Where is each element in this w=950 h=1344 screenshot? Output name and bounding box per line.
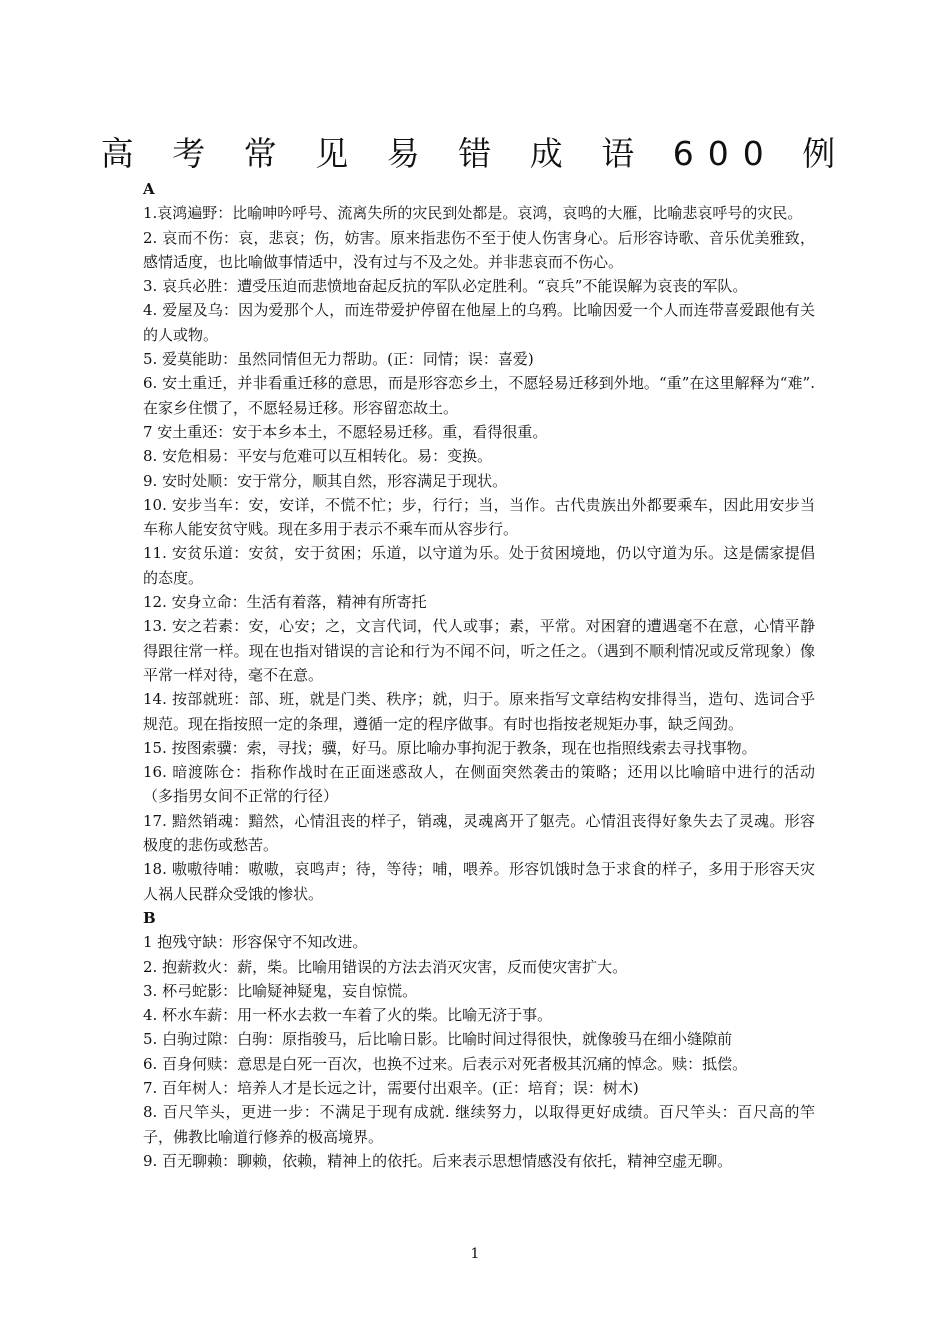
entry: 9. 百无聊赖：聊赖，依赖，精神上的依托。后来表示思想情感没有依托，精神空虚无聊。 [143,1151,733,1170]
entry: 6. 百身何赎：意思是白死一百次，也换不过来。后表示对死者极其沉痛的悼念。赎：抵偿。 [143,1054,748,1073]
entry: 5. 爱莫能助：虽然同情但无力帮助。(正：同情；误：喜爱) [143,350,534,369]
entry: 2. 哀而不伤：哀，悲哀；伤，妨害。原来指悲伤不至于使人伤害身心。后形容诗歌、音乐优美雅致，感情适度，也比喻做事情适中，没有过与不及之处。并非悲哀而不伤心。 [143,228,815,271]
entry: 1.哀鸿遍野：比喻呻吟呼号、流离失所的灾民到处都是。哀鸿，哀鸣的大雁，比喻悲哀呼号的灾民。 [143,204,803,223]
page-number: 1 [470,1246,480,1262]
entry: 17. 黯然销魂：黯然，心情沮丧的样子，销魂，灵魂离开了躯壳。心情沮丧得好象失去了灵魂。形容极度的悲伤或愁苦。 [143,811,815,855]
entry: 1 抱残守缺：形容保守不知改进。 [143,933,368,952]
entry: 7 安土重还：安于本乡本土，不愿轻易迁移。重，看得很重。 [143,422,548,441]
entry: 9. 安时处顺：安于常分，顺其自然，形容满足于现状。 [143,471,508,490]
page-title: 高 考 常 见 易 错 成 语 600 例 [100,134,850,173]
entry: 16. 暗渡陈仓：指称作战时在正面迷惑敌人，在侧面突然袭击的策略；还用以比喻暗中进行的活动（多指男女间不正常的行径） [143,763,815,806]
entry: 10. 安步当车：安，安详，不慌不忙；步，行行；当，当作。古代贵族出外都要乘车，因此用安步当车称人能安贫守贱。现在多用于表示不乘车而从容步行。 [143,495,815,539]
document-body [143,177,815,1173]
entry: 4. 爱屋及乌：因为爱那个人，而连带爱护停留在他屋上的乌鸦。比喻因爱一个人而连带喜爱跟他有关的人或物。 [143,301,815,344]
entry: 12. 安身立命：生活有着落，精神有所寄托 [143,593,427,612]
entry: 3. 杯弓蛇影：比喻疑神疑鬼，妄自惊慌。 [143,981,418,1000]
entry: 6. 安土重迁，并非看重迁移的意思，而是形容恋乡土，不愿轻易迁移到外地。“重”在这里解释为“难”. 在家乡住惯了，不愿轻易迁移。形容留恋故土。 [143,374,815,417]
entry: 15. 按图索骥：索，寻找；骥，好马。原比喻办事拘泥于教条，现在也指照线索去寻找事物。 [143,738,757,757]
entry: 3. 哀兵必胜：遭受压迫而悲愤地奋起反抗的军队必定胜利。“哀兵”不能误解为哀丧的军队。 [143,277,748,296]
section-heading-b: B [143,908,156,927]
entry: 2. 抱薪救火：薪，柴。比喻用错误的方法去消灭灾害，反而使灾害扩大。 [143,957,628,976]
entry: 14. 按部就班：部、班，就是门类、秩序；就，归于。原来指写文章结构安排得当，造句、选词合乎规范。现在指按照一定的条理，遵循一定的程序做事。有时也指按老规矩办事，缺乏闯劲。 [143,690,815,733]
entry: 18. 嗷嗷待哺：嗷嗷，哀鸣声；待，等待；哺，喂养。形容饥饿时急于求食的样子，多用于形容天灾人祸人民群众受饿的惨状。 [143,860,815,903]
entry: 7. 百年树人：培养人才是长远之计，需要付出艰辛。(正：培育；误：树木) [143,1078,639,1097]
entry: 13. 安之若素：安，心安；之，文言代词，代人或事；素，平常。对困窘的遭遇毫不在意，心情平静得跟往常一样。现在也指对错误的言论和行为不闻不问，听之任之。（遇到不顺利情况或反常现象）像平常一样对待，毫不在意。 [143,617,815,684]
entry: 11. 安贫乐道：安贫，安于贫困；乐道，以守道为乐。处于贫困境地，仍以守道为乐。这是儒家提倡的态度。 [143,544,815,587]
entry: 4. 杯水车薪：用一杯水去救一车着了火的柴。比喻无济于事。 [143,1006,553,1025]
entry: 8. 安危相易：平安与危难可以互相转化。易：变换。 [143,447,493,466]
entry: 5. 白驹过隙：白驹：原指骏马，后比喻日影。比喻时间过得很快，就像骏马在细小缝隙前 [143,1030,733,1049]
entry: 8. 百尺竿头，更进一步：不满足于现有成就. 继续努力，以取得更好成绩。百尺竿头：百尺高的竿子，佛教比喻道行修养的极高境界。 [143,1103,815,1146]
section-heading-a: A [143,180,155,198]
